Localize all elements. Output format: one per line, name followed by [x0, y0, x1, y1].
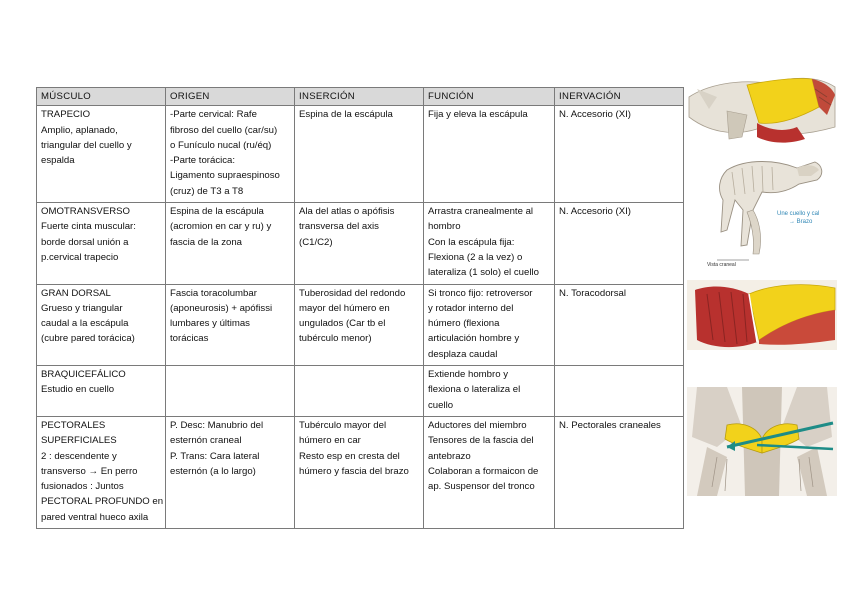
header-origen: ORIGEN: [166, 88, 295, 106]
cell-line: esternón (a lo largo): [170, 465, 256, 477]
cell-funcion: [424, 416, 555, 528]
cell-line: Arrastra cranealmente al: [428, 206, 534, 218]
cell-line: N. Pectorales craneales: [559, 419, 661, 431]
cell-line: mayor del húmero en: [299, 302, 390, 314]
cell-line: húmero (flexiona: [428, 318, 500, 330]
cell-funcion: [424, 366, 555, 417]
cell-musculo: [37, 203, 166, 284]
cell-line: 2 : descendente y: [41, 450, 117, 462]
muscles-table: [36, 87, 684, 529]
cell-origen: [166, 416, 295, 528]
cell-line: Espina de la escápula: [299, 109, 393, 121]
cell-line: borde dorsal unión a: [41, 236, 129, 248]
cell-line: Resto esp en cresta del: [299, 450, 400, 462]
cell-line: húmero en car: [299, 435, 361, 447]
cell-line: húmero y fascia del brazo: [299, 465, 409, 477]
gran-dorsal-illustration: [687, 280, 837, 350]
cell-line: Con la escápula fija:: [428, 236, 515, 248]
cell-line: Fija y eleva la escápula: [428, 109, 528, 121]
cell-line: lumbares y últimas: [170, 318, 250, 330]
cell-line: OMOTRANSVERSO: [41, 206, 131, 218]
cell-line: Espina de la escápula: [170, 206, 264, 218]
cell-line: (acromion en car y ru) y: [170, 221, 272, 233]
cell-line: Grueso y triangular: [41, 302, 123, 314]
fig2-caption: [777, 210, 837, 226]
cell-musculo: [37, 106, 166, 203]
fig2-view-label: Vista craneal: [707, 262, 736, 268]
table-row: [37, 106, 684, 203]
cell-line: N. Accesorio (XI): [559, 109, 631, 121]
cell-musculo: [37, 284, 166, 365]
cell-insercion: [295, 284, 424, 365]
cell-line: PECTORALES: [41, 419, 106, 431]
cell-origen: [166, 106, 295, 203]
cell-line: (cruz) de T3 a T8: [170, 185, 244, 197]
trapecio-illustration: [687, 67, 837, 147]
table-row: [37, 284, 684, 365]
cell-line: -Parte cervical: Rafe: [170, 109, 257, 121]
cell-inervacion: [555, 203, 684, 284]
cell-line: Si tronco fijo: retroversor: [428, 287, 533, 299]
cell-line: transverso → En perro: [41, 465, 138, 477]
cell-line: N. Accesorio (XI): [559, 206, 631, 218]
cell-line: tubérculo menor): [299, 333, 372, 345]
cell-line: Tensores de la fascia del: [428, 435, 534, 447]
cell-insercion: [295, 203, 424, 284]
cell-line: Aductores del miembro: [428, 419, 527, 431]
cell-inervacion: [555, 106, 684, 203]
fig2-caption-line-1: Une cuello y cal: [777, 211, 820, 217]
header-musculo: MÚSCULO: [37, 88, 166, 106]
header-inervacion: INERVACIÓN: [555, 88, 684, 106]
cell-line: espalda: [41, 155, 75, 167]
figure-pectorales: [687, 387, 837, 496]
header-insercion: INSERCIÓN: [295, 88, 424, 106]
figure-gran-dorsal: [687, 280, 837, 350]
cell-line: Amplio, aplanado,: [41, 124, 118, 136]
cell-funcion: [424, 106, 555, 203]
cell-line: -Parte torácica:: [170, 155, 236, 167]
cell-inervacion: [555, 284, 684, 365]
cell-line: Flexiona (2 a la vez) o: [428, 251, 523, 263]
cell-line: SUPERFICIALES: [41, 435, 117, 447]
fig2-caption-line-2: → Brazo: [789, 219, 813, 225]
cell-line: ap. Suspensor del tronco: [428, 481, 535, 493]
cell-line: lateraliza (1 solo) el cuello: [428, 267, 539, 279]
cell-line: P. Trans: Cara lateral: [170, 450, 260, 462]
cell-line: Ala del atlas o apófisis: [299, 206, 395, 218]
cell-line: y rotador interno del: [428, 302, 514, 314]
cell-line: (aponeurosis) + apófissi: [170, 302, 273, 314]
header-funcion: FUNCIÓN: [424, 88, 555, 106]
cell-line: (C1/C2): [299, 236, 333, 248]
cell-line: PECTORAL PROFUNDO en: [41, 496, 164, 508]
figure-trapecio: [687, 67, 837, 147]
table-row: [37, 203, 684, 284]
cell-line: caudal a la escápula: [41, 318, 129, 330]
cell-line: Tuberosidad del redondo: [299, 287, 406, 299]
cell-line: N. Toracodorsal: [559, 287, 627, 299]
cell-insercion: [295, 106, 424, 203]
cell-origen: [166, 203, 295, 284]
cell-line: Colaboran a formaicon de: [428, 465, 539, 477]
cell-line: fusionados : Juntos: [41, 481, 124, 493]
cell-inervacion: [555, 366, 684, 417]
cell-funcion: [424, 284, 555, 365]
cell-line: (cubre pared torácica): [41, 333, 135, 345]
cell-origen: [166, 366, 295, 417]
cell-line: BRAQUICEFÁLICO: [41, 369, 126, 381]
cell-line: hombro: [428, 221, 461, 233]
cell-line: transversa del axis: [299, 221, 379, 233]
cell-insercion: [295, 416, 424, 528]
cell-inervacion: [555, 416, 684, 528]
cell-line: articulación hombre y: [428, 333, 520, 345]
cell-line: cuello: [428, 399, 454, 411]
cell-musculo: [37, 416, 166, 528]
table-header-row: [37, 88, 684, 106]
cell-line: flexiona o lateraliza el: [428, 384, 521, 396]
cell-line: Fascia toracolumbar: [170, 287, 257, 299]
cell-line: triangular del cuello y: [41, 139, 132, 151]
cell-line: Fuerte cinta muscular:: [41, 221, 136, 233]
cell-line: o Funículo nucal (ru/éq): [170, 139, 272, 151]
cell-line: Estudio en cuello: [41, 384, 115, 396]
cell-funcion: [424, 203, 555, 284]
cell-origen: [166, 284, 295, 365]
cell-insercion: [295, 366, 424, 417]
cell-line: TRAPECIO: [41, 109, 91, 121]
cell-line: Ligamento supraespinoso: [170, 170, 280, 182]
figure-omotransverso: [687, 150, 837, 277]
cell-line: pared ventral hueco axila: [41, 511, 149, 523]
cell-line: fascia de la zona: [170, 236, 242, 248]
cell-line: GRAN DORSAL: [41, 287, 111, 299]
cell-musculo: [37, 366, 166, 417]
cell-line: esternón craneal: [170, 435, 242, 447]
cell-line: torácicas: [170, 333, 209, 345]
cell-line: desplaza caudal: [428, 348, 498, 360]
cell-line: p.cervical trapecio: [41, 251, 119, 263]
table-row: [37, 366, 684, 417]
cell-line: P. Desc: Manubrio del: [170, 419, 264, 431]
cell-line: fibroso del cuello (car/su): [170, 124, 278, 136]
pectorales-illustration: [687, 387, 837, 496]
cell-line: ungulados (Car tb el: [299, 318, 386, 330]
table-row: [37, 416, 684, 528]
cell-line: Tubérculo mayor del: [299, 419, 387, 431]
cell-line: antebrazo: [428, 450, 471, 462]
cell-line: Extiende hombro y: [428, 369, 508, 381]
